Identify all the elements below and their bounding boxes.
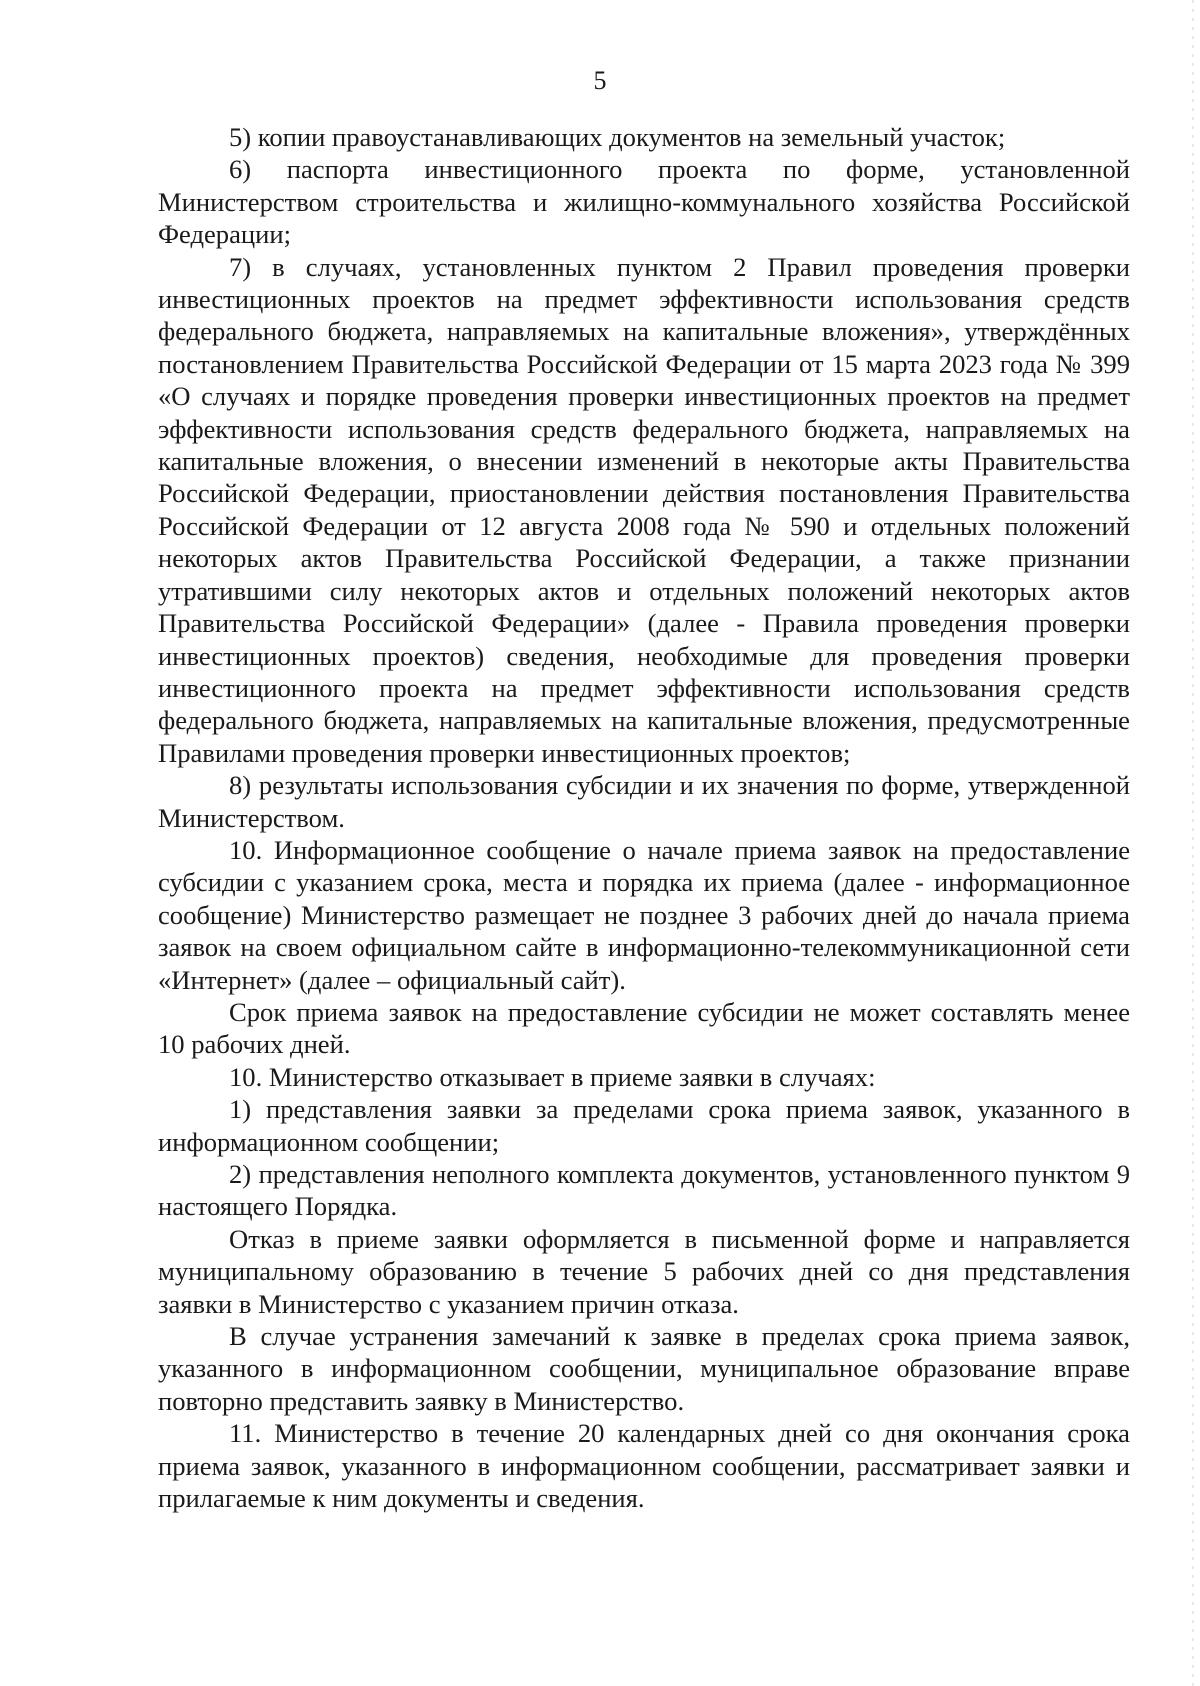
paragraph-item-8-subsidy-results: 8) результаты использования субсидии и их значения по форме, утвержденной Министерством. xyxy=(158,770,1130,833)
document-body xyxy=(158,121,1130,1514)
paragraph-resubmission: В случае устранения замечаний к заявке в пределах срока приема заявок, указанного в информационном сообщении, муниципальное образование вправе повторно представить заявку в Министерство. xyxy=(158,1321,1130,1416)
paragraph-10-information-message: 10. Информационное сообщение о начале приема заявок на предоставление субсидии с указанием срока, места и порядка их приема (далее - информационное сообщение) Министерство размещает не позднее 3 рабочих дней до начала приема заявок на своем официальном сайте в информационно-телекоммуникационной сети «Интернет» (далее – официальный сайт). xyxy=(158,834,1130,995)
paragraph-application-period: Срок приема заявок на предоставление субсидии не может составлять менее 10 рабочих дней. xyxy=(158,996,1130,1060)
paragraph-item-6-investment-passport: 6) паспорта инвестиционного проекта по форме, установленной Министерством строительства и жилищно-коммунального хозяйства Российской Федерации; xyxy=(158,154,1130,250)
paragraph-refusal-case-1: 1) представления заявки за пределами срока приема заявок, указанного в информационном сообщении; xyxy=(158,1094,1130,1157)
paragraph-refusal-case-2: 2) представления неполного комплекта документов, установленного пунктом 9 настоящего Порядка. xyxy=(158,1159,1130,1222)
page-number: 5 xyxy=(593,66,607,95)
paragraph-10-refusal-cases: 10. Министерство отказывает в приеме заявки в случаях: xyxy=(229,1061,876,1092)
paragraph-refusal-notice: Отказ в приеме заявки оформляется в письменной форме и направляется муниципальному образованию в течение 5 рабочих дней со дня представления заявки в Министерство с указанием причин отказа. xyxy=(158,1223,1130,1319)
scan-edge-artifact xyxy=(1192,0,1194,1686)
paragraph-item-5-land-documents: 5) копии правоустанавливающих документов на земельный участок; xyxy=(229,122,1006,152)
paragraph-item-7-investment-check: 7) в случаях, установленных пунктом 2 Правил проведения проверки инвестиционных проектов на предмет эффективности использования средств федерального бюджета, направляемых на капитальные вложения», утверждённых постановлением Правительства Российской Федерации от 15 марта 2023 года № 399 «О случаях и порядке проведения проверки инвестиционных проектов на предмет эффективности использования средств федерального бюджета, направляемых на капитальные вложения, о внесении изменений в некоторые акты Правительства Российской Федерации, приостановлении действия постановления Правительства Российской Федерации от 12 августа 2008 года № 590 и отдельных положений некоторых актов Правительства Российской Федерации, а также признании утратившими силу некоторых актов и отдельных положений некоторых актов Правительства Российской Федерации» (далее - Правила проведения проверки инвестиционных проектов) сведения, необходимые для проведения проверки инвестиционного проекта на предмет эффективности использования средств федерального бюджета, направляемых на капитальные вложения, предусмотренные Правилами проведения проверки инвестиционных проектов; xyxy=(158,251,1130,768)
paragraph-11-review: 11. Министерство в течение 20 календарных дней со дня окончания срока приема заявок, указанного в информационном сообщении, рассматривает заявки и прилагаемые к ним документы и сведения. xyxy=(158,1418,1130,1514)
